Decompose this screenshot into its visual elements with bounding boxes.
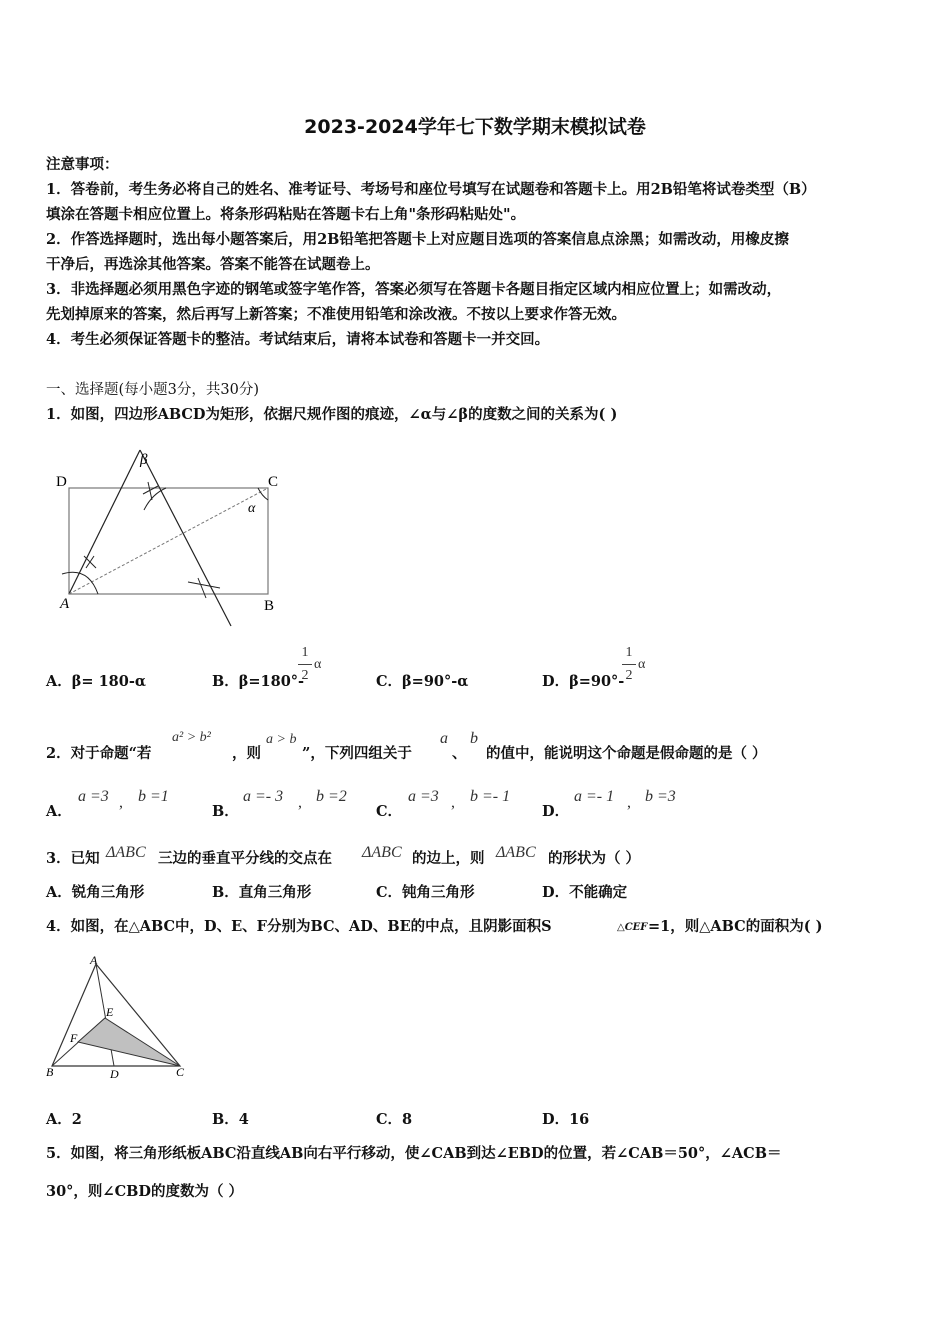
vertex-c-label: C: [176, 1065, 185, 1079]
q3-triangle: ΔABC: [496, 844, 536, 861]
q2-option-a-label[interactable]: A．: [46, 803, 72, 820]
q2-option-b-a: a =- 3: [243, 788, 284, 805]
q3-option-d[interactable]: D．不能确定: [542, 884, 628, 901]
q2-option-d-label[interactable]: D．: [542, 803, 570, 820]
question-2-stem-part: ，则: [232, 745, 261, 762]
notice-line: 3．非选择题必须用黑色字迹的钢笔或签字笔作答，答案必须写在答题卡各题目指定区域内相应位置上；如需改动，: [46, 281, 782, 298]
q1-d-frac-den: 2: [625, 668, 633, 683]
q2-option-d-b: b =3: [645, 788, 676, 805]
q1-d-frac-num: 1: [625, 645, 633, 660]
q1-option-d[interactable]: D．β=90°-: [542, 673, 625, 690]
q2-option-d-a: a =- 1: [574, 788, 615, 805]
q2-condition: a² > b²: [172, 730, 211, 745]
section-heading: 一、选择题(每小题3分，共30分): [46, 382, 259, 398]
q4-subscript: △CEF: [617, 922, 648, 933]
q2-option-b-b: b =2: [316, 788, 347, 805]
q1-option-c[interactable]: C．β=90°-α: [376, 673, 469, 690]
q3-option-b[interactable]: B．直角三角形: [212, 884, 312, 901]
q4-triangle-figure: [44, 952, 194, 1082]
vertex-b-label: B: [46, 1065, 54, 1079]
question-2-stem-part: 2．对于命题“若: [46, 745, 152, 762]
question-5-line-1: 5．如图，将三角形纸板ABC沿直线AB向右平行移动，使∠CAB到达∠EBD的位置，若∠CAB＝50°，∠ACB＝: [46, 1145, 782, 1162]
notice-line: 2．作答选择题时，选出每小题答案后，用2B铅笔把答题卡上对应题目选项的答案信息点涂黑；如需改动，用橡皮擦: [46, 231, 789, 248]
vertex-a-label: A: [60, 596, 70, 612]
q2-var-b: b: [470, 730, 478, 747]
notice-line: 4．考生必须保证答题卡的整洁。考试结束后，请将本试卷和答题卡一并交回。: [46, 331, 550, 348]
q2-separator: 、: [452, 745, 467, 762]
question-4-stem-b: =1，则△ABC的面积为( ): [648, 918, 823, 935]
alpha-label: α: [248, 501, 256, 516]
vertex-c-label: C: [268, 474, 279, 490]
vertex-a-label: A: [90, 953, 98, 967]
q1-b-frac-den: 2: [301, 668, 309, 683]
q3-option-c[interactable]: C．钝角三角形: [376, 884, 475, 901]
question-2-stem-part: ”，下列四组关于: [302, 745, 412, 762]
q2-option-c-b: b =- 1: [470, 788, 511, 805]
q2-comma: ,: [451, 794, 455, 811]
vertex-d-label: D: [110, 1067, 119, 1081]
vertex-f-label: F: [70, 1031, 78, 1045]
q1-b-frac-bar: [298, 664, 312, 665]
q2-option-b-label[interactable]: B．: [212, 803, 239, 820]
q3-triangle: ΔABC: [106, 844, 146, 861]
q1-b-frac-tail: α: [314, 657, 322, 672]
vertex-d-label: D: [56, 474, 67, 490]
notice-heading: 注意事项：: [46, 156, 119, 173]
q2-option-c-a: a =3: [408, 788, 439, 805]
question-3-stem-part: 3．已知: [46, 850, 100, 867]
q1-option-b[interactable]: B．β=180°-: [212, 673, 305, 690]
q2-option-c-label[interactable]: C．: [376, 803, 403, 820]
notice-line: 填涂在答题卡相应位置上。将条形码粘贴在答题卡右上角"条形码粘贴处"。: [46, 206, 526, 223]
q1-b-frac-num: 1: [301, 645, 309, 660]
q1-d-frac-bar: [622, 664, 636, 665]
question-3-stem-part: 三边的垂直平分线的交点在: [158, 850, 332, 867]
page-title: 2023-2024学年七下数学期末模拟试卷: [304, 116, 646, 138]
q4-option-c[interactable]: C．8: [376, 1111, 413, 1128]
beta-label: β: [140, 452, 148, 468]
notice-line: 先划掉原来的答案，然后再写上新答案；不准使用铅笔和涂改液。不按以上要求作答无效。: [46, 306, 626, 323]
question-3-stem-part: 的边上，则: [412, 850, 485, 867]
q2-conclusion: a > b: [266, 732, 297, 747]
q2-comma: ,: [298, 794, 302, 811]
notice-line: 1．答卷前，考生务必将自己的姓名、准考证号、考场号和座位号填写在试题卷和答题卡上。用2B铅笔将试卷类型（B）: [46, 181, 816, 198]
q1-rectangle-figure: [48, 448, 298, 628]
q3-option-a[interactable]: A．锐角三角形: [46, 884, 145, 901]
vertex-b-label: B: [264, 598, 275, 614]
q4-option-b[interactable]: B．4: [212, 1111, 249, 1128]
notice-line: 干净后，再选涂其他答案。答案不能答在试题卷上。: [46, 256, 380, 273]
q3-triangle: ΔABC: [362, 844, 402, 861]
q1-d-frac-tail: α: [638, 657, 646, 672]
question-2-stem-part: 的值中，能说明这个命题是假命题的是（ ）: [486, 745, 767, 762]
question-5-line-2: 30°，则∠CBD的度数为（ ）: [46, 1183, 243, 1200]
q2-comma: ,: [627, 794, 631, 811]
q4-option-a[interactable]: A．2: [46, 1111, 82, 1128]
q1-option-a[interactable]: A．β= 180-α: [46, 673, 147, 690]
q2-var-a: a: [440, 730, 448, 747]
question-1-stem: 1．如图，四边形ABCD为矩形，依据尺规作图的痕迹，∠α与∠β的度数之间的关系为( ): [46, 406, 618, 423]
q4-option-d[interactable]: D．16: [542, 1111, 590, 1128]
q2-option-a-a: a =3: [78, 788, 109, 805]
vertex-e-label: E: [106, 1005, 114, 1019]
question-4-stem-a: 4．如图，在△ABC中，D、E、F分别为BC、AD、BE的中点，且阴影面积S: [46, 918, 552, 935]
question-3-stem-part: 的形状为（ ）: [548, 850, 641, 867]
q2-option-a-b: b =1: [138, 788, 169, 805]
q2-comma: ,: [119, 794, 123, 811]
